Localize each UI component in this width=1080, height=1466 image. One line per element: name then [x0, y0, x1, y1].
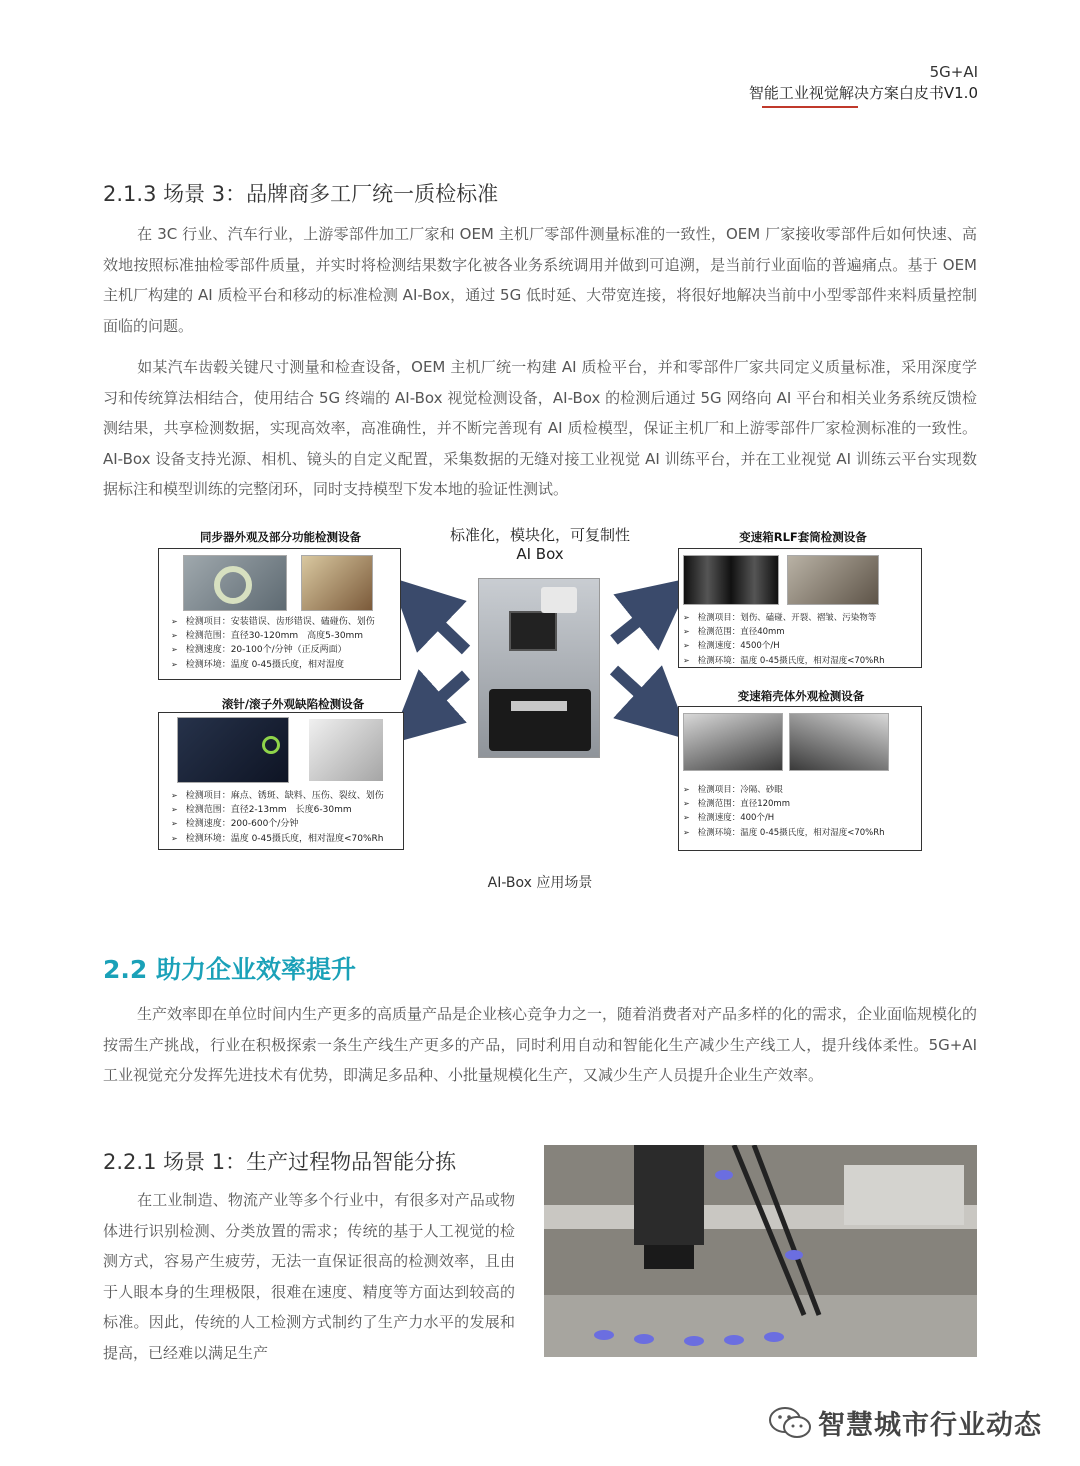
- gear-image-icon: [214, 566, 252, 604]
- device-base: [489, 689, 591, 751]
- panel-gearbox-housing: [678, 706, 922, 851]
- panel-rlf-sleeve: [678, 548, 922, 668]
- sorting-line-photo: [544, 1145, 977, 1357]
- spec-item: ➢ 检测项目：麻点、锈斑、缺料、压伤、裂纹、划伤: [171, 789, 384, 803]
- section-22-title: 2.2 助力企业效率提升: [103, 955, 356, 984]
- section-213-para1: [103, 219, 977, 341]
- arrow-bottom-left: [416, 675, 466, 720]
- panel-needle-roller: [158, 712, 404, 850]
- figure-caption: AI-Box 应用场景: [487, 875, 593, 891]
- arrow-bottom-right: [614, 670, 664, 716]
- panel-rlf-sleeve-photo1: [683, 555, 779, 605]
- spec-item: ➢ 检测速度：400个/H: [683, 811, 885, 825]
- figure-center-line1: 标准化，模块化，可复制性: [449, 526, 630, 544]
- spec-item: ➢ 检测范围：直径120mm: [683, 797, 885, 811]
- panel-needle-roller-title: 滚针/滚子外观缺陷检测设备: [208, 696, 378, 712]
- panel-rlf-sleeve-specs: [683, 611, 885, 668]
- ai-box-figure: [158, 520, 922, 856]
- spec-item: ➢ 检测速度：20-100个/分钟（正反两面）: [171, 643, 375, 657]
- panel-gearbox-housing-specs: [683, 783, 885, 840]
- panel-synchronizer-specs: [171, 615, 375, 672]
- watermark: [768, 1403, 1042, 1442]
- device-camera: [541, 587, 577, 613]
- panel-gearbox-housing-photo1: [683, 713, 783, 771]
- arrow-top-right: [614, 600, 664, 640]
- section-221-para: [103, 1185, 515, 1368]
- sorting-line-illustration: [544, 1145, 977, 1357]
- section-213-title: 2.1.3 场景 3：品牌商多工厂统一质检标准: [103, 182, 499, 206]
- panel-synchronizer-photo1: [183, 555, 287, 611]
- section-22-para-text: 生产效率即在单位时间内生产更多的高质量产品是企业核心竞争力之一，随着消费者对产品多样的化的需求，企业面临规模化的按需生产挑战，行业在积极探索一条生产线生产更多的产品，同时利用自动和智能化生产减少生产线工人，提升线体柔性。5G+AI 工业视觉充分发挥先进技术有优势，即满足多品种、小批量规模化生产，又减少生产人员提升企业生产效率。: [103, 1005, 978, 1084]
- panel-synchronizer: [158, 548, 401, 680]
- panel-rlf-sleeve-photo2: [787, 555, 879, 605]
- panel-needle-roller-photo1: [177, 717, 289, 783]
- panel-needle-roller-specs: [171, 789, 384, 846]
- section-213-para2: [103, 352, 977, 505]
- spec-item: ➢ 检测项目：冷隔、砂眼: [683, 783, 885, 797]
- spec-item: ➢ 检测环境：温度 0-45摄氏度，相对湿度<70%Rh: [171, 832, 384, 846]
- ring-image-icon: [262, 736, 280, 754]
- spec-item: ➢ 检测范围：直径2-13mm 长度6-30mm: [171, 803, 384, 817]
- spec-item: ➢ 检测环境：温度 0-45摄氏度，相对湿度<70%Rh: [683, 826, 885, 840]
- section-213-para1-text: 在 3C 行业、汽车行业，上游零部件加工厂家和 OEM 主机厂零部件测量标准的一致性，OEM 厂家接收零部件后如何快速、高效地按照标准抽检零部件质量，并实时将检测结果数字化被各业务系统调用并做到可追溯，是当前行业面临的普遍痛点。基于 OEM 主机厂构建的 AI 质检平台和移动的标准检测 AI-Box，通过 5G 低时延、大带宽连接，将很好地解决当前中小型零部件来料质量控制面临的问题。: [103, 225, 977, 335]
- panel-needle-roller-photo2: [309, 719, 383, 781]
- spec-item: ➢ 检测环境：温度 0-45摄氏度，相对湿度<70%Rh: [683, 654, 885, 668]
- watermark-text: 智慧城市行业动态: [818, 1410, 1042, 1441]
- header-underline: [762, 106, 858, 108]
- panel-synchronizer-title: 同步器外观及部分功能检测设备: [188, 529, 373, 545]
- spec-item: ➢ 检测项目：划伤、磕碰、开裂、褶皱、污染物等: [683, 611, 885, 625]
- wechat-icon: [768, 1405, 812, 1441]
- section-213-para2-text: 如某汽车齿毂关键尺寸测量和检查设备，OEM 主机厂统一构建 AI 质检平台，并和零部件厂家共同定义质量标准，采用深度学习和传统算法相结合，使用结合 5G 终端的 AI-Box 视觉检测设备，AI-Box 的检测后通过 5G 网络向 AI 平台和相关业务系统反馈检测结果，共享检测数据，实现高效率，高准确性，并不断完善现有 AI 质检模型，保证主机厂和上游零部件厂家检测标准的一致性。AI-Box 设备支持光源、相机、镜头的自定义配置，采集数据的无缝对接工业视觉 AI 训练平台，并在工业视觉 AI 训练云平台实现数据标注和模型训练的完整闭环，同时支持模型下发本地的验证性测试。: [103, 358, 977, 498]
- spec-item: ➢ 检测范围：直径40mm: [683, 625, 885, 639]
- arrow-top-left: [416, 602, 466, 650]
- section-221-title: 2.2.1 场景 1：生产过程物品智能分拣: [103, 1150, 457, 1174]
- page-header: [749, 62, 978, 104]
- spec-item: ➢ 检测速度：200-600个/分钟: [171, 817, 384, 831]
- spec-item: ➢ 检测环境：温度 0-45摄氏度，相对湿度: [171, 658, 375, 672]
- ai-box-device-image: [478, 578, 600, 758]
- figure-center-line2: AI Box: [516, 545, 564, 563]
- panel-gearbox-housing-title: 变速箱壳体外观检测设备: [714, 688, 888, 704]
- spec-item: ➢ 检测范围：直径30-120mm 高度5-30mm: [171, 629, 375, 643]
- panel-synchronizer-photo2: [301, 555, 373, 611]
- spec-item: ➢ 检测速度：4500个/H: [683, 639, 885, 653]
- device-label: [511, 701, 567, 711]
- section-22-para: [103, 999, 977, 1091]
- spec-item: ➢ 检测项目：安装错误、齿形错误、磕碰伤、划伤: [171, 615, 375, 629]
- header-brand: 5G+AI: [929, 63, 978, 81]
- device-screen: [509, 611, 557, 651]
- section-221-para-text: 在工业制造、物流产业等多个行业中，有很多对产品或物体进行识别检测、分类放置的需求；传统的基于人工视觉的检测方式，容易产生疲劳，无法一直保证很高的检测效率，且由于人眼本身的生理极限，很难在速度、精度等方面达到较高的标准。因此，传统的人工检测方式制约了生产力水平的发展和提高，已经难以满足生产: [103, 1191, 515, 1362]
- panel-gearbox-housing-photo2: [789, 713, 889, 771]
- header-doc-title: 智能工业视觉解决方案白皮书V1.0: [748, 84, 978, 102]
- panel-rlf-sleeve-title: 变速箱RLF套筒检测设备: [718, 529, 888, 545]
